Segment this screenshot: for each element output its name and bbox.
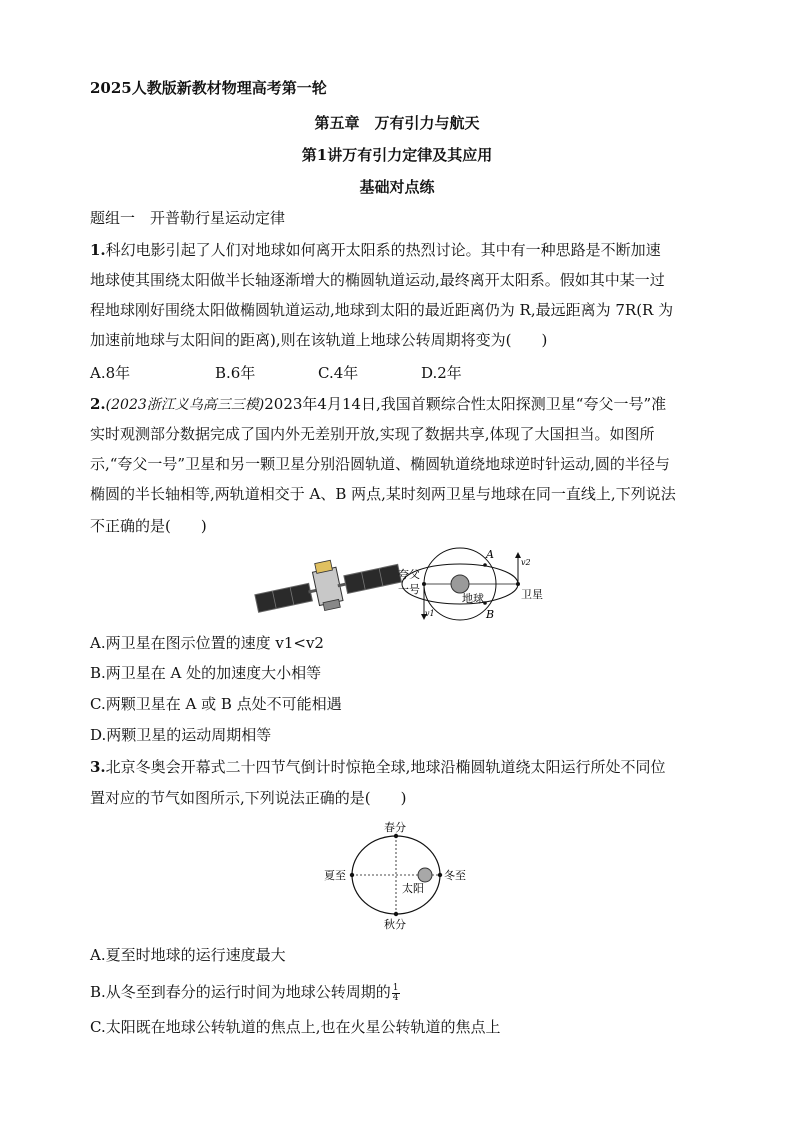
- svg-text:秋分: 秋分: [384, 918, 406, 931]
- q1-line-2: 地球使其围绕太阳做半长轴逐渐增大的椭圆轨道运动,最终离开太阳系。假如其中某一过: [90, 271, 665, 289]
- lesson-title: 第1讲万有引力定律及其应用: [301, 146, 493, 164]
- svg-text:A: A: [486, 548, 494, 561]
- q2-line-1: 2.(2023浙江义乌高三三模)2023年4月14日,我国首颗综合性太阳探测卫星“夸父一号”准: [90, 395, 667, 413]
- q2-line-3: 示,“夸父一号”卫星和另一颗卫星分别沿圆轨道、椭圆轨道绕地球逆时针运动,圆的半径与: [90, 455, 670, 473]
- svg-text:冬至: 冬至: [444, 869, 466, 882]
- svg-text:B: B: [486, 608, 495, 621]
- svg-text:太阳: 太阳: [402, 882, 424, 895]
- q2-source: (2023浙江义乌高三三模): [105, 397, 265, 413]
- fraction-one-quarter: $\frac{1}{4}$: [392, 982, 399, 1003]
- svg-text:春分: 春分: [384, 821, 406, 834]
- q1-option-d: D.2年: [421, 364, 462, 382]
- q1-number: 1.: [90, 241, 106, 259]
- q3-option-a: A.夏至时地球的运行速度最大: [90, 946, 286, 964]
- q2-number: 2.: [90, 395, 106, 413]
- svg-text:v2: v2: [521, 558, 531, 567]
- earth-icon: [451, 575, 469, 593]
- solar-terms-figure: [315, 818, 480, 933]
- q1-option-b: B.6年: [215, 364, 256, 382]
- svg-text:v1: v1: [425, 609, 435, 618]
- satellite-illustration: [251, 547, 404, 624]
- q1-line-4: 加速前地球与太阳间的距离),则在该轨道上地球公转周期将变为( ): [90, 331, 548, 349]
- q2-line-2: 实时观测部分数据完成了国内外无差别开放,实现了数据共享,体现了大国担当。如图所: [90, 425, 655, 443]
- svg-text:地球: 地球: [462, 592, 484, 605]
- chapter-title: 第五章 万有引力与航天: [314, 114, 480, 132]
- group-title: 题组一 开普勒行星运动定律: [90, 209, 286, 227]
- q3-line-2: 置对应的节气如图所示,下列说法正确的是( ): [90, 789, 407, 807]
- q2-line-4: 椭圆的半长轴相等,两轨道相交于 A、B 两点,某时刻两卫星与地球在同一直线上,下列说法: [90, 485, 676, 503]
- q2-option-c: C.两颗卫星在 A 或 B 点处不可能相遇: [90, 695, 342, 713]
- q3-option-b: B.从冬至到春分的运行时间为地球公转周期的 $\frac{1}{4}$: [90, 982, 399, 1003]
- q1-line-3: 程地球刚好围绕太阳做椭圆轨道运动,地球到太阳的最近距离仍为 R,最远距离为 7R(R 为: [90, 301, 674, 319]
- q2-option-d: D.两颗卫星的运动周期相等: [90, 726, 272, 744]
- q2-line-5: 不正确的是( ): [90, 517, 207, 535]
- q1-line-1: 1.科幻电影引起了人们对地球如何离开太阳系的热烈讨论。其中有一种思路是不断加速: [90, 241, 661, 259]
- q1-option-c: C.4年: [318, 364, 359, 382]
- svg-text:一号: 一号: [398, 583, 420, 596]
- satellite-orbit-figure: [250, 540, 550, 630]
- sun-icon: [418, 868, 432, 882]
- q2-option-a: A.两卫星在图示位置的速度 v1<v2: [90, 634, 324, 652]
- svg-text:卫星: 卫星: [521, 588, 543, 601]
- q3-line-1: 3.北京冬奥会开幕式二十四节气倒计时惊艳全球,地球沿椭圆轨道绕太阳运行所处不同位: [90, 758, 666, 776]
- q2-option-b: B.两卫星在 A 处的加速度大小相等: [90, 664, 322, 682]
- orbit-diagram: [398, 548, 543, 621]
- q3-option-c: C.太阳既在地球公转轨道的焦点上,也在火星公转轨道的焦点上: [90, 1018, 501, 1036]
- svg-text:夏至: 夏至: [324, 869, 346, 882]
- q1-option-a: A.8年: [90, 364, 131, 382]
- q3-number: 3.: [90, 758, 106, 776]
- svg-text:夸父: 夸父: [398, 568, 420, 581]
- section-title: 基础对点练: [359, 178, 435, 196]
- series-title: 2025人教版新教材物理高考第一轮: [90, 79, 327, 97]
